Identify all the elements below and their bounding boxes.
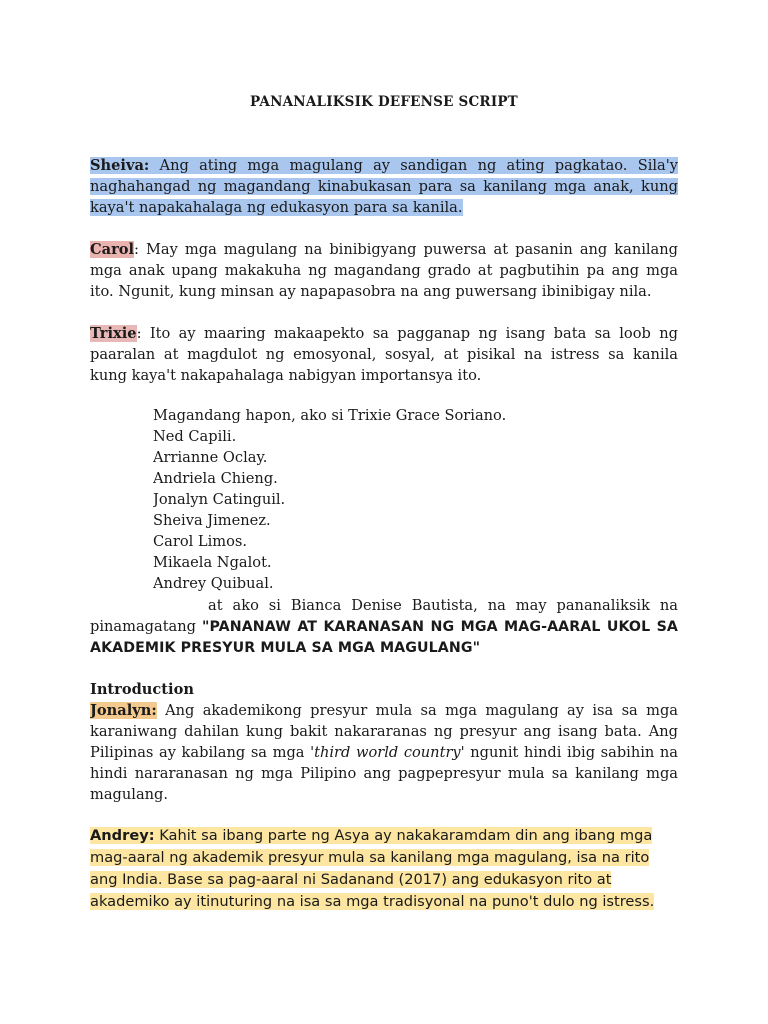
intro-name-line: Sheiva Jimenez. — [153, 512, 271, 529]
speaker-jonalyn: Jonalyn: — [90, 702, 157, 719]
jonalyn-line-1: Jonalyn: Ang akademikong presyur mula sa mga magulang ay isa sa mga — [90, 702, 678, 719]
intro-name-line: Andrey Quibual. — [153, 575, 274, 592]
sheiva-line-3: kaya't napakahalaga ng edukasyon para sa kanila. — [90, 199, 463, 216]
jonalyn-line-3: Pilipinas ay kabilang sa mga 'third world country' ngunit hindi ibig sabihin na — [90, 744, 678, 761]
bianca-line-1: at ako si Bianca Denise Bautista, na may pananaliksik na — [208, 597, 678, 614]
jonalyn-line-5: magulang. — [90, 786, 169, 803]
speaker-carol: Carol — [90, 241, 135, 258]
trixie-line-2: paaralan at magdulot ng emosyonal, sosyal, at pisikal na istress sa kanila — [90, 346, 678, 363]
research-title: "PANANAW AT KARANASAN NG MGA MAG-AARAL UKOL SA — [201, 619, 678, 635]
jonalyn-line-2: karaniwang dahilan kung bakit nakararanas ng presyur ang isang bata. Ang — [90, 723, 678, 740]
carol-line-1: Carol: May mga magulang na binibigyang puwersa at pasanin ang kanilang — [90, 241, 678, 258]
intro-name-line: Andriela Chieng. — [153, 470, 278, 487]
introduction-heading: Introduction — [90, 681, 194, 698]
intro-name-line: Carol Limos. — [153, 533, 248, 550]
intro-name-line: Mikaela Ngalot. — [153, 554, 272, 571]
andrey-line-1: Andrey: Kahit sa ibang parte ng Asya ay nakakaramdam din ang ibang mga — [90, 827, 653, 844]
jonalyn-line-4: hindi nararanasan ng mga Pilipino ang pagpepresyur mula sa kanilang mga — [90, 765, 678, 782]
research-title-line-1: pinamagatang "PANANAW AT KARANASAN NG MGA MAG-AARAL UKOL SA — [90, 618, 678, 635]
carol-line-3: ito. Ngunit, kung minsan ay napapasobra na ang puwersang ibinibigay nila. — [90, 283, 652, 300]
trixie-line-3: kung kaya't nakapahalaga nabigyan importansya ito. — [90, 367, 482, 384]
document-title: PANANALIKSIK DEFENSE SCRIPT — [250, 94, 518, 110]
intro-name-line: Jonalyn Catinguil. — [153, 491, 286, 508]
andrey-line-3: ang India. Base sa pag-aaral ni Sadanand (2017) ang edukasyon rito at — [90, 871, 612, 888]
trixie-line-1: Trixie: Ito ay maaring makaapekto sa pagganap ng isang bata sa loob ng — [90, 325, 678, 342]
research-title-line-2: AKADEMIK PRESYUR MULA SA MGA MAGULANG" — [90, 640, 481, 656]
sheiva-line-1: Sheiva: Ang ating mga magulang ay sandigan ng ating pagkatao. Sila'y — [90, 157, 678, 174]
speaker-andrey: Andrey: — [90, 827, 155, 844]
intro-name-line: Magandang hapon, ako si Trixie Grace Soriano. — [153, 407, 507, 424]
sheiva-line-2: naghahangad ng magandang kinabukasan para sa kanilang mga anak, kung — [90, 178, 678, 195]
andrey-line-2: mag-aaral ng akademik presyur mula sa kanilang mga magulang, isa na rito — [90, 849, 650, 866]
carol-line-2: mga anak upang makakuha ng magandang grado at pagbutihin pa ang mga — [90, 262, 678, 279]
speaker-trixie: Trixie — [90, 325, 137, 342]
intro-name-line: Arrianne Oclay. — [153, 449, 268, 466]
intro-name-line: Ned Capili. — [153, 428, 237, 445]
speaker-sheiva: Sheiva: — [90, 157, 150, 174]
andrey-line-4: akademiko ay itinuturing na isa sa mga tradisyonal na puno't dulo ng istress. — [90, 893, 655, 910]
